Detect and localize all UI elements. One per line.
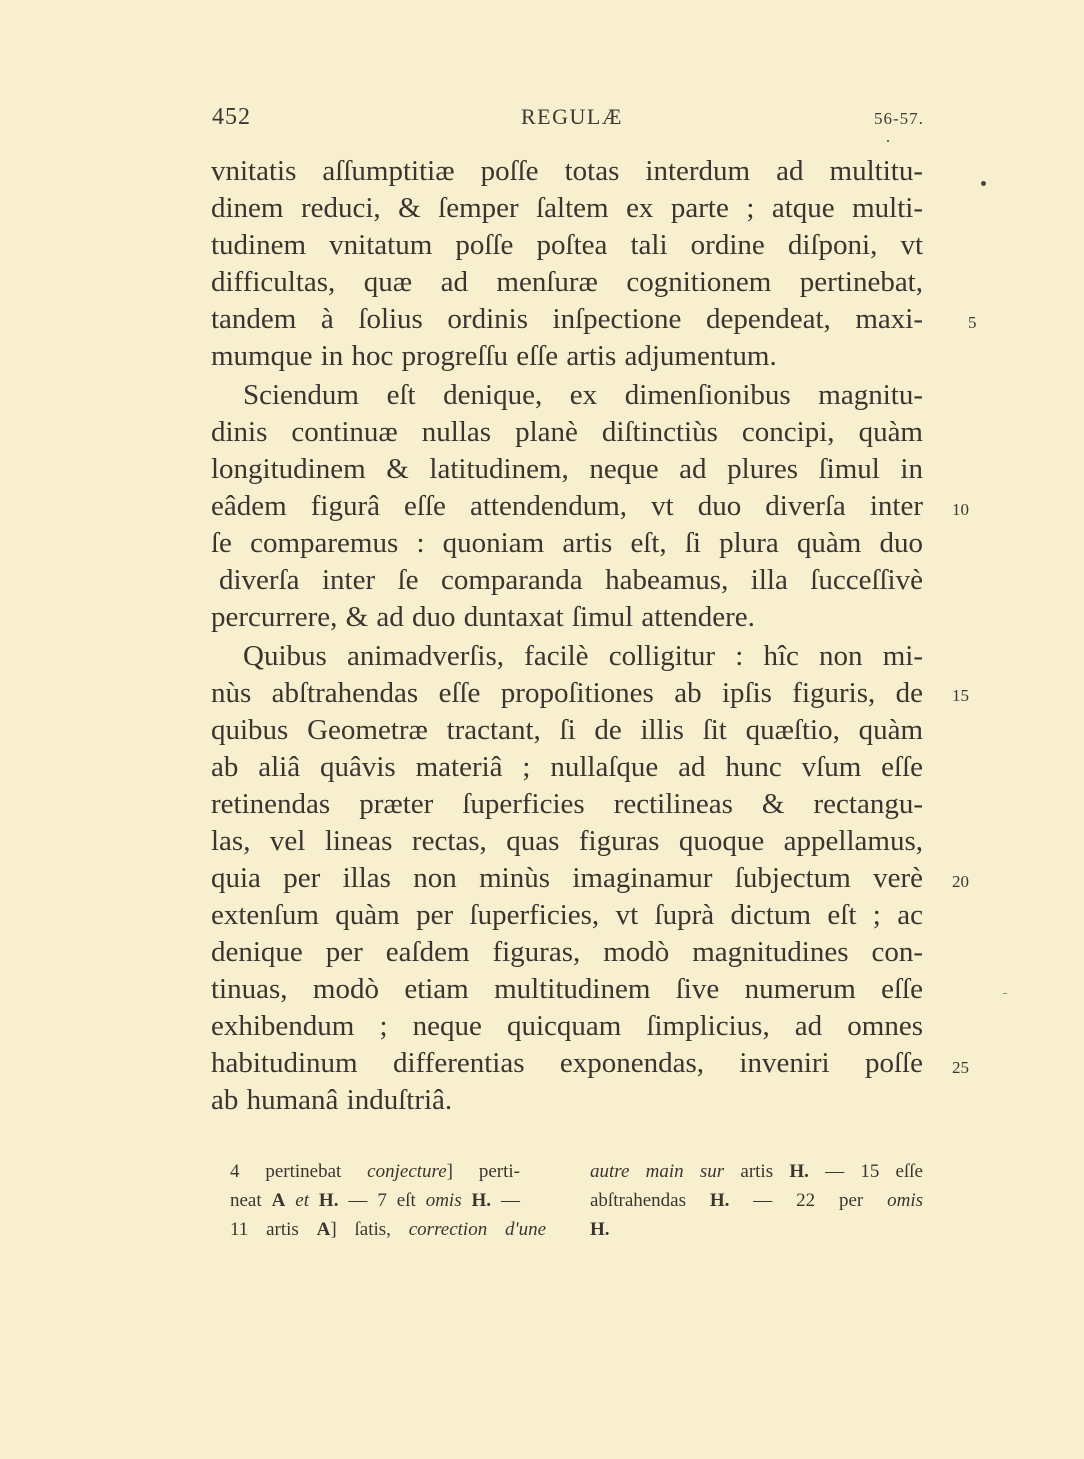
text-line: tinuas, modò etiam multitudinem ſive numerum eſſe <box>211 973 923 1005</box>
text-line: exhibendum ; neque quicquam ſimplicius, ad omnes <box>211 1010 923 1042</box>
ink-speck <box>887 140 889 142</box>
footnote-line <box>590 1157 923 1186</box>
text-line: dinis continuæ nullas planè diſtinctiùs concipi, quàm <box>211 416 923 448</box>
line-number: 25 <box>952 1058 969 1077</box>
text-line: ab aliâ quâvis materiâ ; nullaſque ad hunc vſum eſſe <box>211 751 923 783</box>
footnote-text: ] perti- <box>446 1161 520 1182</box>
footnote-siglum: H. <box>590 1219 610 1240</box>
footnote-italic: autre main sur <box>590 1161 725 1182</box>
text-line: quia per illas non minùs imaginamur ſubjectum verè <box>211 862 923 894</box>
footnote-text: — 15 eſſe <box>808 1161 923 1182</box>
text-line: percurrere, & ad duo duntaxat ſimul attendere. <box>211 601 755 633</box>
footnote-line <box>590 1215 923 1244</box>
line-number: 15 <box>952 686 969 705</box>
footnote-siglum: A <box>271 1190 286 1211</box>
text-line: quibus Geometræ tractant, ſi de illis ſit quæſtio, quàm <box>211 714 923 746</box>
footnote-line <box>230 1215 546 1244</box>
footnote-text: artis <box>724 1161 790 1182</box>
text-line: habitudinum differentias exponendas, inveniri poſſe <box>211 1047 923 1079</box>
text-line: mumque in hoc progreſſu eſſe artis adjumentum. <box>211 340 777 372</box>
footnote-siglum: H. <box>709 1190 730 1211</box>
text-line: diverſa inter ſe comparanda habeamus, illa ſucceſſivè <box>219 564 923 596</box>
footnote-line <box>230 1157 520 1186</box>
text-line: ſe comparemus : quoniam artis eſt, ſi plura quàm duo <box>211 527 923 559</box>
footnote-line <box>230 1186 520 1215</box>
footnote-italic: correction d'une <box>408 1219 546 1240</box>
text-line: ab humanâ induſtriâ. <box>211 1084 453 1116</box>
page-number: 452 <box>212 104 251 130</box>
footnote-text: abſtrahendas <box>590 1190 710 1211</box>
footnote-text <box>285 1190 295 1211</box>
footnote-siglum: A <box>316 1219 331 1240</box>
running-title: REGULÆ <box>521 104 623 129</box>
footnote-siglum: H. <box>471 1190 492 1211</box>
text-line: eâdem figurâ eſſe attendendum, vt duo diverſa inter <box>211 490 923 522</box>
text-line: difficultas, quæ ad menſuræ cognitionem pertinebat, <box>211 266 923 298</box>
footnote-siglum: H. <box>318 1190 339 1211</box>
line-number: 20 <box>952 872 969 891</box>
text-line: Quibus animadverſis, facilè colligitur : hîc non mi- <box>243 640 923 672</box>
footnote-text <box>462 1190 472 1211</box>
footnote-text: 4 pertinebat <box>230 1161 368 1182</box>
text-line: longitudinem & latitudinem, neque ad plures ſimul in <box>211 453 923 485</box>
text-line: dinem reduci, & ſemper ſaltem ex parte ; atque multi- <box>211 192 923 224</box>
footnote-line <box>590 1186 923 1215</box>
text-line: denique per eaſdem figuras, modò magnitudines con- <box>211 936 923 968</box>
text-line: tudinem vnitatum poſſe poſtea tali ordine diſponi, vt <box>211 229 923 261</box>
text-line: las, vel lineas rectas, quas figuras quoque appellamus, <box>211 825 923 857</box>
text-line: vnitatis aſſumptitiæ poſſe totas interdum ad multitu- <box>211 155 923 187</box>
footnote-text: neat <box>230 1190 272 1211</box>
text-line: nùs abſtrahendas eſſe propoſitiones ab ipſis figuris, de <box>211 677 923 709</box>
footnote-text <box>309 1190 319 1211</box>
footnote-siglum: H. <box>789 1161 809 1182</box>
text-line: retinendas præter ſuperficies rectilineas & rectangu- <box>211 788 923 820</box>
section-reference: 56-57. <box>874 109 924 128</box>
line-number: 10 <box>952 500 969 519</box>
footnote-text: ] ſatis, <box>330 1219 409 1240</box>
footnote-italic: conjecture <box>367 1161 447 1182</box>
footnote-italic: et <box>295 1190 309 1211</box>
footnote-text: — <box>491 1190 520 1211</box>
footnote-text: 11 artis <box>230 1219 317 1240</box>
footnote-text: — 22 per <box>729 1190 888 1211</box>
footnote-italic: omis <box>425 1190 462 1211</box>
text-line: Sciendum eſt denique, ex dimenſionibus magnitu- <box>243 379 923 411</box>
ink-dot <box>981 181 986 186</box>
text-line: extenſum quàm per ſuperficies, vt ſuprà dictum eſt ; ac <box>211 899 923 931</box>
ink-speck <box>1003 993 1007 994</box>
line-number: 5 <box>968 313 977 332</box>
text-line: tandem à ſolius ordinis inſpectione dependeat, maxi- <box>211 303 923 335</box>
footnote-italic: omis <box>887 1190 923 1211</box>
footnote-text: — 7 eſt <box>338 1190 426 1211</box>
